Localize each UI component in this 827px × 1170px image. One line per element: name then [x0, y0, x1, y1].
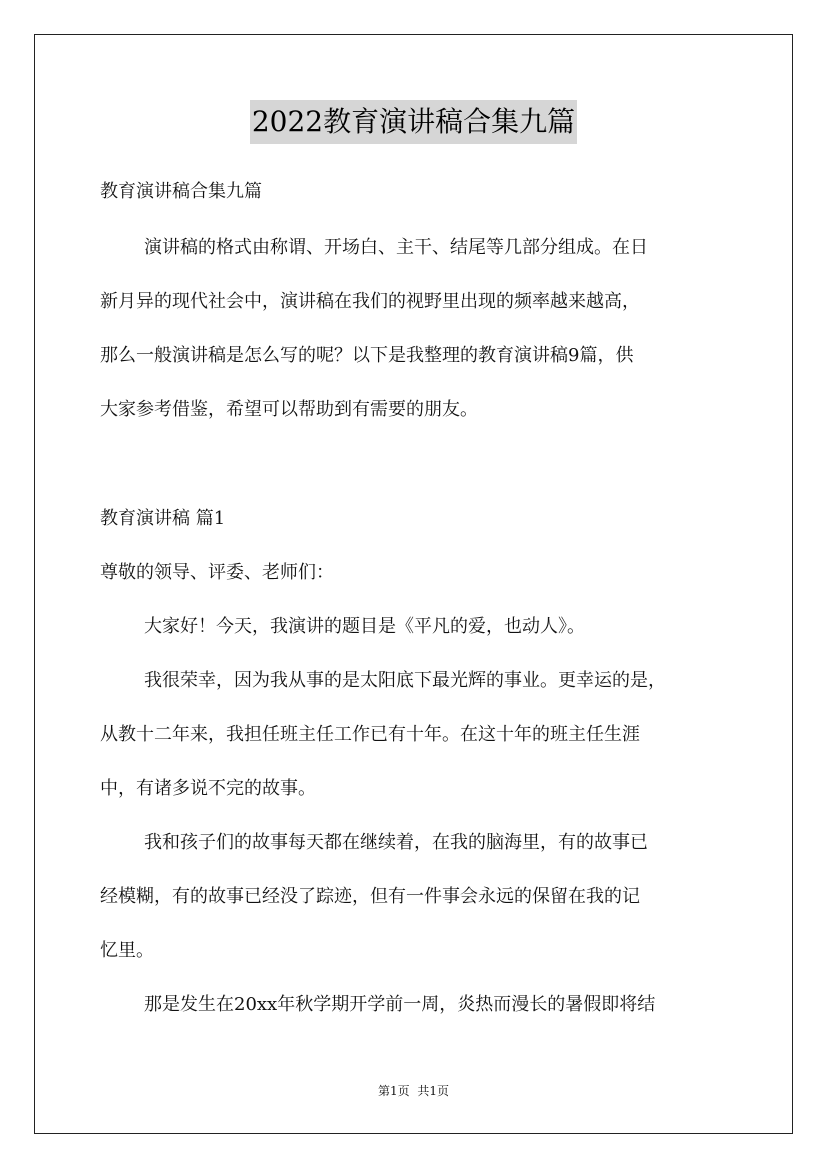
body-line: 我和孩子们的故事每天都在继续着，在我的脑海里，有的故事已: [144, 832, 648, 853]
body-line: 那是发生在20xx年秋学期开学前一周，炎热而漫长的暑假即将结: [144, 994, 656, 1015]
body-line: 中，有诸多说不完的故事。: [100, 778, 316, 799]
page-number: 第1页: [378, 1084, 410, 1098]
intro-line: 新月异的现代社会中，演讲稿在我们的视野里出现的频率越来越高，: [100, 291, 640, 312]
intro-line: 大家参考借鉴，希望可以帮助到有需要的朋友。: [100, 399, 478, 420]
section-heading: 教育演讲稿 篇1: [100, 508, 226, 529]
body-line: 大家好！今天，我演讲的题目是《平凡的爱，也动人》。: [144, 616, 585, 637]
intro-line: 那么一般演讲稿是怎么写的呢？以下是我整理的教育演讲稿9篇，供: [100, 345, 634, 366]
body-line: 我很荣幸，因为我从事的是太阳底下最光辉的事业。更幸运的是，: [144, 670, 666, 691]
body-line: 经模糊，有的故事已经没了踪迹，但有一件事会永远的保留在我的记: [100, 886, 640, 907]
document-subtitle: 教育演讲稿合集九篇: [100, 181, 262, 202]
page-footer: [0, 1082, 827, 1100]
salutation: 尊敬的领导、评委、老师们：: [100, 562, 334, 583]
title-container: [0, 100, 827, 144]
body-line: 忆里。: [100, 940, 154, 961]
body-line: 从教十二年来，我担任班主任工作已有十年。在这十年的班主任生涯: [100, 724, 640, 745]
page-total: 共1页: [417, 1084, 449, 1098]
document-title: 2022教育演讲稿合集九篇: [250, 100, 577, 144]
intro-line: 演讲稿的格式由称谓、开场白、主干、结尾等几部分组成。在日: [144, 237, 648, 258]
